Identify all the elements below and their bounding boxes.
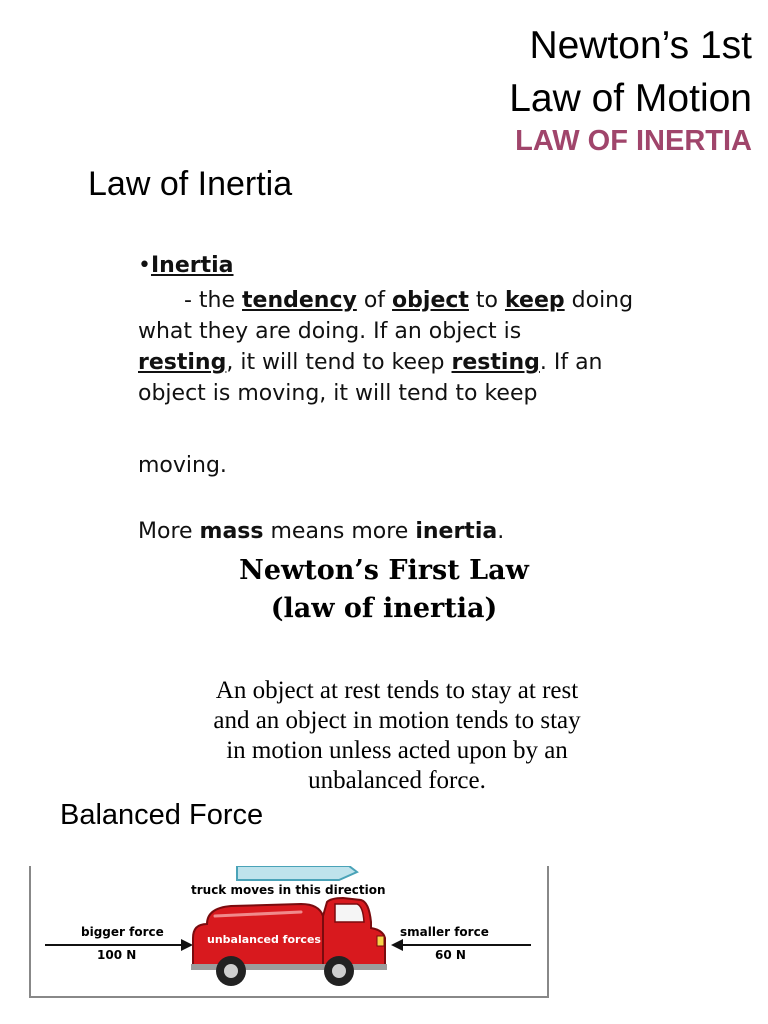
text-run: . If an [539,350,603,375]
page-subtitle: LAW OF INERTIA [515,125,752,157]
truck-wheel-front-hub [332,964,346,978]
bullet-marker: • [138,253,151,278]
keyword-inertia: inertia [415,519,498,544]
text-run: to [468,288,506,313]
direction-label: truck moves in this direction [191,883,386,897]
right-force-label: smaller force [400,925,489,939]
inertia-definition [138,250,698,547]
keyword-resting: resting [451,350,540,375]
law-title-line-1: Newton’s First Law [239,555,529,586]
mass-inertia-line [138,516,698,547]
page-title-line-2: Law of Motion [509,77,752,120]
truck-diagram-svg [31,866,547,996]
keyword-keep: keep [505,288,565,313]
definition-line-4: object is moving, it will tend to keep [138,381,538,406]
definition-line-2: what they are doing. If an object is [138,319,522,344]
bullet-inertia [138,250,698,281]
law-statement-line: unbalanced force. [308,767,486,794]
text-run: , it will tend to keep [226,350,452,375]
truck-headlight [377,936,384,946]
law-statement-line: in motion unless acted upon by an [226,737,568,764]
page-title-line-1: Newton’s 1st [529,24,752,67]
left-force-arrowhead [181,939,193,951]
section-heading-law-of-inertia: Law of Inertia [88,165,293,203]
keyword-object: object [392,288,469,313]
law-title [0,552,768,628]
truck-force-diagram [29,866,549,998]
keyword-tendency: tendency [242,288,357,313]
definition-line-1 [138,285,698,316]
term-inertia: Inertia [150,253,234,278]
left-force-value: 100 N [97,948,137,962]
text-run: . [497,519,505,544]
text-run: means more [263,519,416,544]
keyword-resting: resting [138,350,227,375]
law-statement-line: and an object in motion tends to stay [213,707,581,734]
truck-wheel-rear-hub [224,964,238,978]
right-force-arrowhead [391,939,403,951]
truck-body-label: unbalanced forces [207,933,321,946]
text-run: of [356,288,393,313]
law-statement-line: An object at rest tends to stay at rest [215,677,579,704]
left-force-label: bigger force [81,925,164,939]
definition-line-3 [138,347,698,378]
law-title-line-2: (law of inertia) [270,593,498,624]
text-run: doing [564,288,634,313]
law-statement [130,676,664,796]
text-run: - the [184,288,243,313]
direction-arrow [237,866,357,880]
section-heading-balanced-force: Balanced Force [60,799,264,831]
keyword-mass: mass [199,519,264,544]
truck-window [335,904,364,922]
text-run: More [138,519,200,544]
definition-line-5: moving. [138,453,227,478]
right-force-value: 60 N [435,948,466,962]
